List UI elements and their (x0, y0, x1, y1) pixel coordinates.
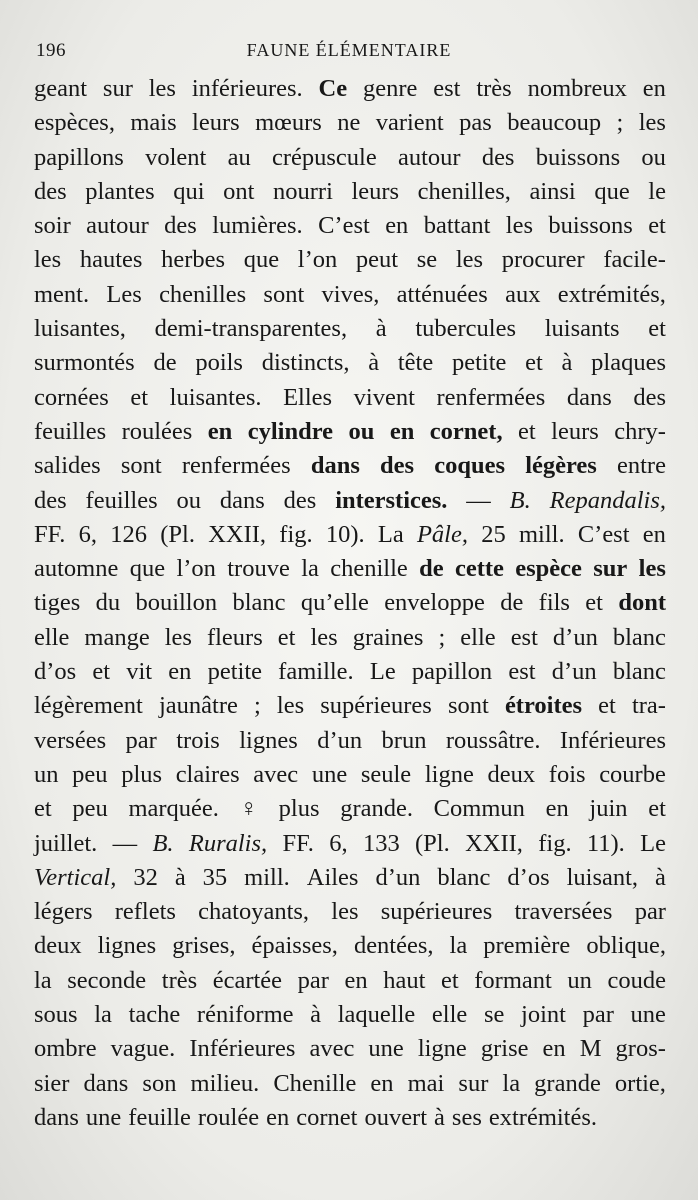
text-line: et peu marquée. ♀ plus grande. Commun en juin et (34, 795, 666, 823)
text-line: sier dans son milieu. Chenille en mai sur la grande ortie, (34, 1069, 666, 1097)
page-number: 196 (36, 40, 66, 61)
page-header (34, 38, 664, 64)
text-line: des plantes qui ont nourri leurs chenilles, ainsi que le (34, 177, 666, 205)
text-line: salides sont renfermées dans des coques légères entre (34, 452, 666, 480)
text-line: luisantes, demi-transparentes, à tubercules luisants et (34, 315, 666, 343)
text-line: deux lignes grises, épaisses, dentées, la première oblique, (34, 932, 666, 960)
body-text (34, 72, 666, 1135)
text-line: un peu plus claires avec une seule ligne deux fois courbe (34, 760, 666, 788)
text-line: FF. 6, 126 (Pl. XXII, fig. 10). La Pâle, 25 mill. C’est en (34, 520, 666, 548)
text-line: dans une feuille roulée en cornet ouvert à ses extrémités. (34, 1103, 598, 1131)
text-line: des feuilles ou dans des interstices. — B. Repandalis, (34, 486, 666, 514)
text-line: sous la tache réniforme à laquelle elle se joint par une (34, 1001, 666, 1029)
text-line: soir autour des lumières. C’est en battant les buissons et (34, 212, 666, 240)
text-line: cornées et luisantes. Elles vivent renfermées dans des (34, 383, 666, 411)
text-line: tiges du bouillon blanc qu’elle enveloppe de fils et dont (34, 589, 666, 617)
text-line: légèrement jaunâtre ; les supérieures sont étroites et tra- (34, 692, 666, 720)
text-line: la seconde très écartée par en haut et formant un coude (34, 966, 666, 994)
text-line: les hautes herbes que l’on peut se les procurer facile- (34, 246, 666, 274)
text-line: juillet. — B. Ruralis, FF. 6, 133 (Pl. XXII, fig. 11). Le (34, 829, 666, 857)
text-line: versées par trois lignes d’un brun roussâtre. Inférieures (34, 726, 666, 754)
text-line: papillons volent au crépuscule autour des buissons ou (34, 143, 666, 171)
text-line: ombre vague. Inférieures avec une ligne grise en M gros- (34, 1035, 666, 1063)
running-title: FAUNE ÉLÉMENTAIRE (246, 40, 452, 60)
text-line: d’os et vit en petite famille. Le papillon est d’un blanc (34, 658, 666, 686)
text-line: ment. Les chenilles sont vives, atténuées aux extrémités, (34, 280, 666, 308)
text-line: automne que l’on trouve la chenille de cette espèce sur les (34, 555, 666, 583)
text-line: Vertical, 32 à 35 mill. Ailes d’un blanc d’os luisant, à (34, 863, 666, 891)
text-line: surmontés de poils distincts, à tête petite et à plaques (34, 349, 666, 377)
text-line: légers reflets chatoyants, les supérieures traversées par (34, 898, 666, 926)
text-line: feuilles roulées en cylindre ou en cornet, et leurs chry- (34, 417, 666, 445)
text-line: elle mange les fleurs et les graines ; elle est d’un blanc (34, 623, 666, 651)
text-line: geant sur les inférieures. Ce genre est très nombreux en (34, 75, 666, 102)
text-line: espèces, mais leurs mœurs ne varient pas beaucoup ; les (34, 109, 666, 137)
